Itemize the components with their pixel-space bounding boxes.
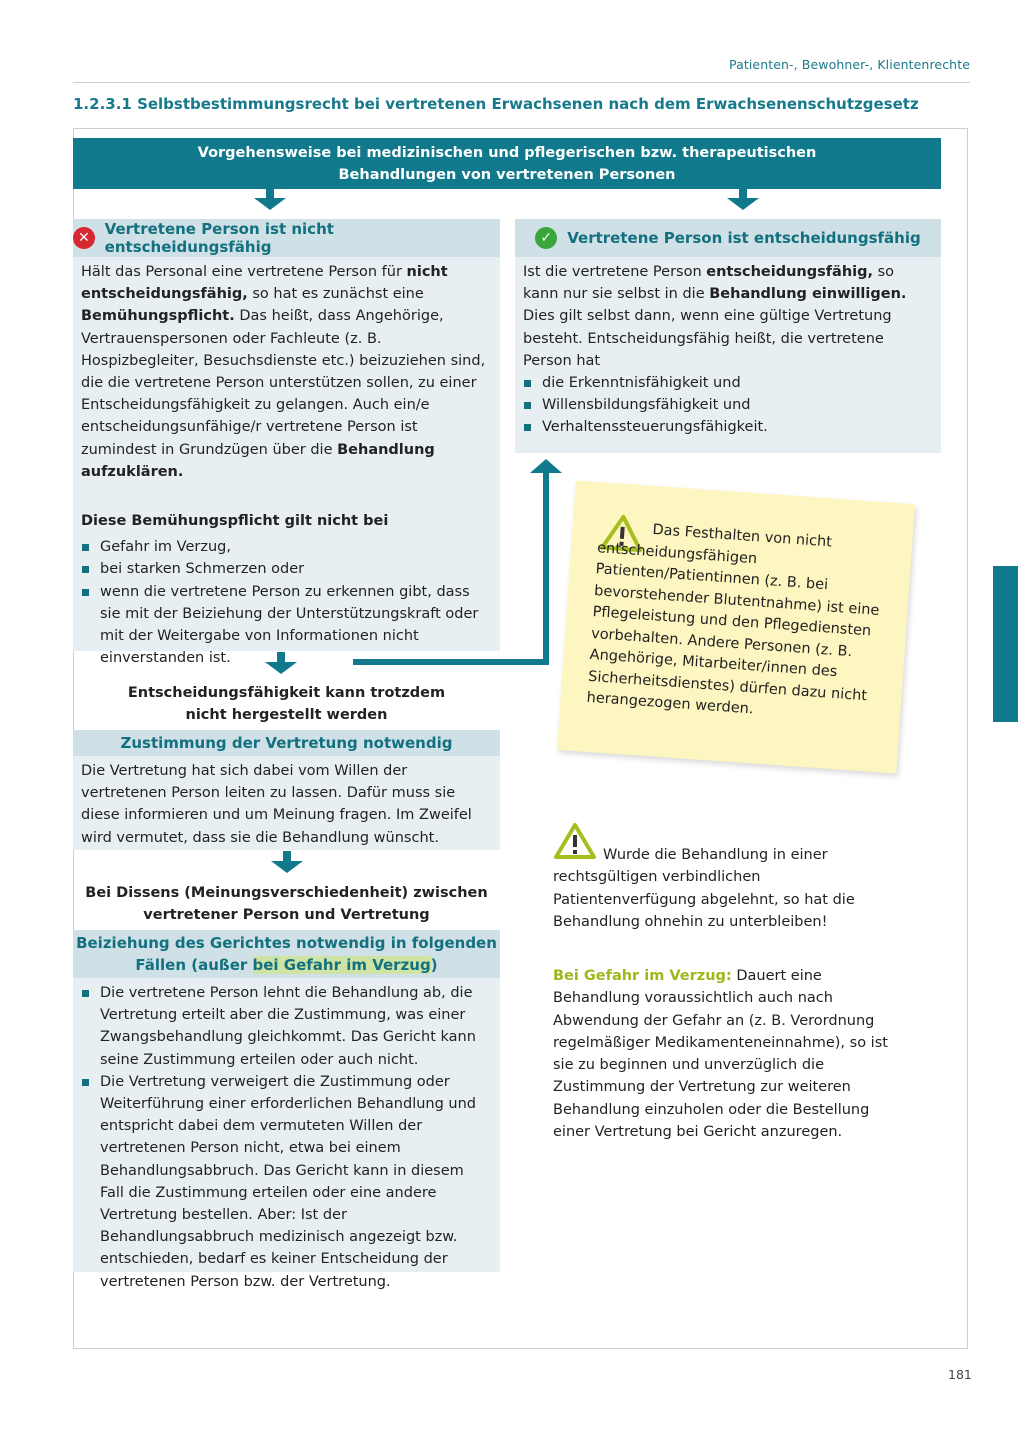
step2-box-header xyxy=(73,730,500,756)
step2-box-body xyxy=(73,756,500,850)
right-box-header xyxy=(515,219,941,257)
left-box-bullets xyxy=(81,536,492,669)
cross-icon: ✕ xyxy=(73,227,95,249)
list-item: Die vertretene Person lehnt die Behandlung ab, die Vertretung erteilt aber die Zustimmung, was einer Zwangsbehandlung gleichkommt. Das Gericht kann seine Zustimmung erteilen oder auch nicht. xyxy=(81,982,492,1071)
right-box-title: Vertretene Person ist entscheidungsfähig xyxy=(567,229,921,247)
list-item: Die Vertretung verweigert die Zustimmung oder Weiterführung einer erforderlichen Behandlung und entspricht dabei dem vermuteten Willen der vertretenen Person nicht, etwa bei einem Behandlungsabbruch. Das Gericht kann in diesem Fall die Zustimmung erteilen oder eine andere Vertretung bestellen. Aber: Ist der Behandlungsabbruch medizinisch angezeigt bzw. entschieden, bedarf es keiner Entscheidung der vertretenen Person bzw. der Vertretung. xyxy=(81,1071,492,1293)
danger-highlight: bei Gefahr im Verzug xyxy=(252,956,431,974)
connector-vertical xyxy=(543,470,549,665)
page-number: 181 xyxy=(948,1367,972,1382)
arrow-down-left-icon xyxy=(254,198,286,210)
list-item: die Erkenntnisfähigkeit und xyxy=(523,372,933,394)
list-item: bei starken Schmerzen oder xyxy=(81,558,492,580)
danger-note xyxy=(553,965,908,1143)
left-box-paragraph: Hält das Personal eine vertretene Person für nicht entscheidungsfähig, so hat es zunächst eine Bemühungspflicht. Das heißt, dass Angehörige, Vertrauenspersonen oder Fachleute (z. B. Hospizbegleiter, Besuchsdienste etc.) beizuziehen sind, die die vertretene Person unterstützen sollen, zu einer Entscheidungsfähigkeit zu gelangen. Auch ein/e entscheidungsunfähige/r vertretene Person ist zumindest in Grundzügen über die Behandlung aufzuklären. xyxy=(81,264,486,480)
step3-box-body xyxy=(73,978,500,1290)
step2-box-title: Zustimmung der Vertretung notwendig xyxy=(120,734,453,752)
arrow-stem-step3 xyxy=(283,851,291,861)
left-box-body xyxy=(73,257,500,667)
flow-banner xyxy=(73,138,941,189)
check-icon: ✓ xyxy=(535,227,557,249)
list-item: Verhaltenssteuerungsfähigkeit. xyxy=(523,416,933,438)
list-item: Gefahr im Verzug, xyxy=(81,536,492,558)
left-box-header xyxy=(73,219,500,257)
arrow-down-step3-icon xyxy=(271,861,303,873)
step3-box-header: Beiziehung des Gerichtes notwendig in folgenden Fällen (außer bei Gefahr im Verzug) xyxy=(73,930,500,978)
warning-note-text: Wurde die Behandlung in einer rechtsgültigen verbindlichen Patientenverfügung abgelehnt, so hat die Behandlung ohnehin zu unterbleiben! xyxy=(553,847,855,930)
chapter-tab xyxy=(993,566,1018,722)
right-box-bullets xyxy=(523,372,933,439)
arrow-down-step2-icon xyxy=(265,662,297,674)
header-divider xyxy=(73,82,970,83)
danger-note-text: Dauert eine Behandlung voraussichtlich auch nach Abwendung der Gefahr an (z. B. Verordnung regelmäßiger Medikamenteneinnahme), so ist sie zu beginnen und unverzüglich die Zustimmung der Vertretung zur weiteren Behandlung einzuholen oder die Bestellung einer Vertretung bei Gericht anzuregen. xyxy=(553,968,888,1141)
left-box-subheading: Diese Bemühungspflicht gilt nicht bei xyxy=(81,513,389,530)
step3-heading: Bei Dissens (Meinungsverschiedenheit) zwischen vertretener Person und Vertretung xyxy=(85,885,488,923)
left-box-title: Vertretene Person ist nicht entscheidungsfähig xyxy=(104,220,334,256)
step2-heading: Entscheidungsfähigkeit kann trotzdem nicht hergestellt werden xyxy=(127,685,446,723)
step3-bullets xyxy=(81,982,492,1293)
arrow-stem-step2 xyxy=(277,652,285,662)
arrow-down-right-icon xyxy=(727,198,759,210)
list-item: wenn die vertretene Person zu erkennen gibt, dass sie mit der Beiziehung der Unterstützungskraft oder mit der Weitergabe von Informationen nicht einverstanden ist. xyxy=(81,581,492,670)
banner-line-1: Vorgehensweise bei medizinischen und pflegerischen bzw. therapeutischen xyxy=(197,145,817,161)
step2-paragraph: Die Vertretung hat sich dabei vom Willen der vertretenen Person leiten zu lassen. Dafür muss sie diese informieren und um Meinung fragen. Im Zweifel wird vermutet, dass sie die Behandlung wünscht. xyxy=(81,763,472,846)
running-header: Patienten-, Bewohner-, Klientenrechte xyxy=(729,57,970,72)
section-title: 1.2.3.1 Selbstbestimmungsrecht bei vertretenen Erwachsenen nach dem Erwachsenenschutzgesetz xyxy=(73,95,919,113)
connector-horizontal xyxy=(353,659,549,665)
arrow-stem-left xyxy=(266,189,274,198)
banner-line-2: Behandlungen von vertretenen Personen xyxy=(338,167,676,183)
danger-note-label: Bei Gefahr im Verzug: xyxy=(553,968,732,984)
right-box-paragraph: Ist die vertretene Person entscheidungsfähig, so kann nur sie selbst in die Behandlung einwilligen. Dies gilt selbst dann, wenn eine gültige Vertretung besteht. Entscheidungsfähig heißt, die vertretene Person hat xyxy=(523,264,907,369)
sticky-note xyxy=(557,480,915,773)
arrow-stem-right xyxy=(739,189,747,198)
right-box-body xyxy=(515,257,941,453)
sticky-note-text: Das Festhalten von nicht entscheidungsfähigen Patienten/Patientinnen (z. B. bei bevorstehender Blutentnahme) ist eine Pflegeleistung und den Pflegediensten vorbehalten. Andere Personen (z. B. Angehörige, Mitarbeiter/innen des Sicherheitsdienstes) dürfen dazu nicht herangezogen werden. xyxy=(586,521,880,718)
list-item: Willensbildungsfähigkeit und xyxy=(523,394,933,416)
arrow-up-icon xyxy=(530,459,562,473)
